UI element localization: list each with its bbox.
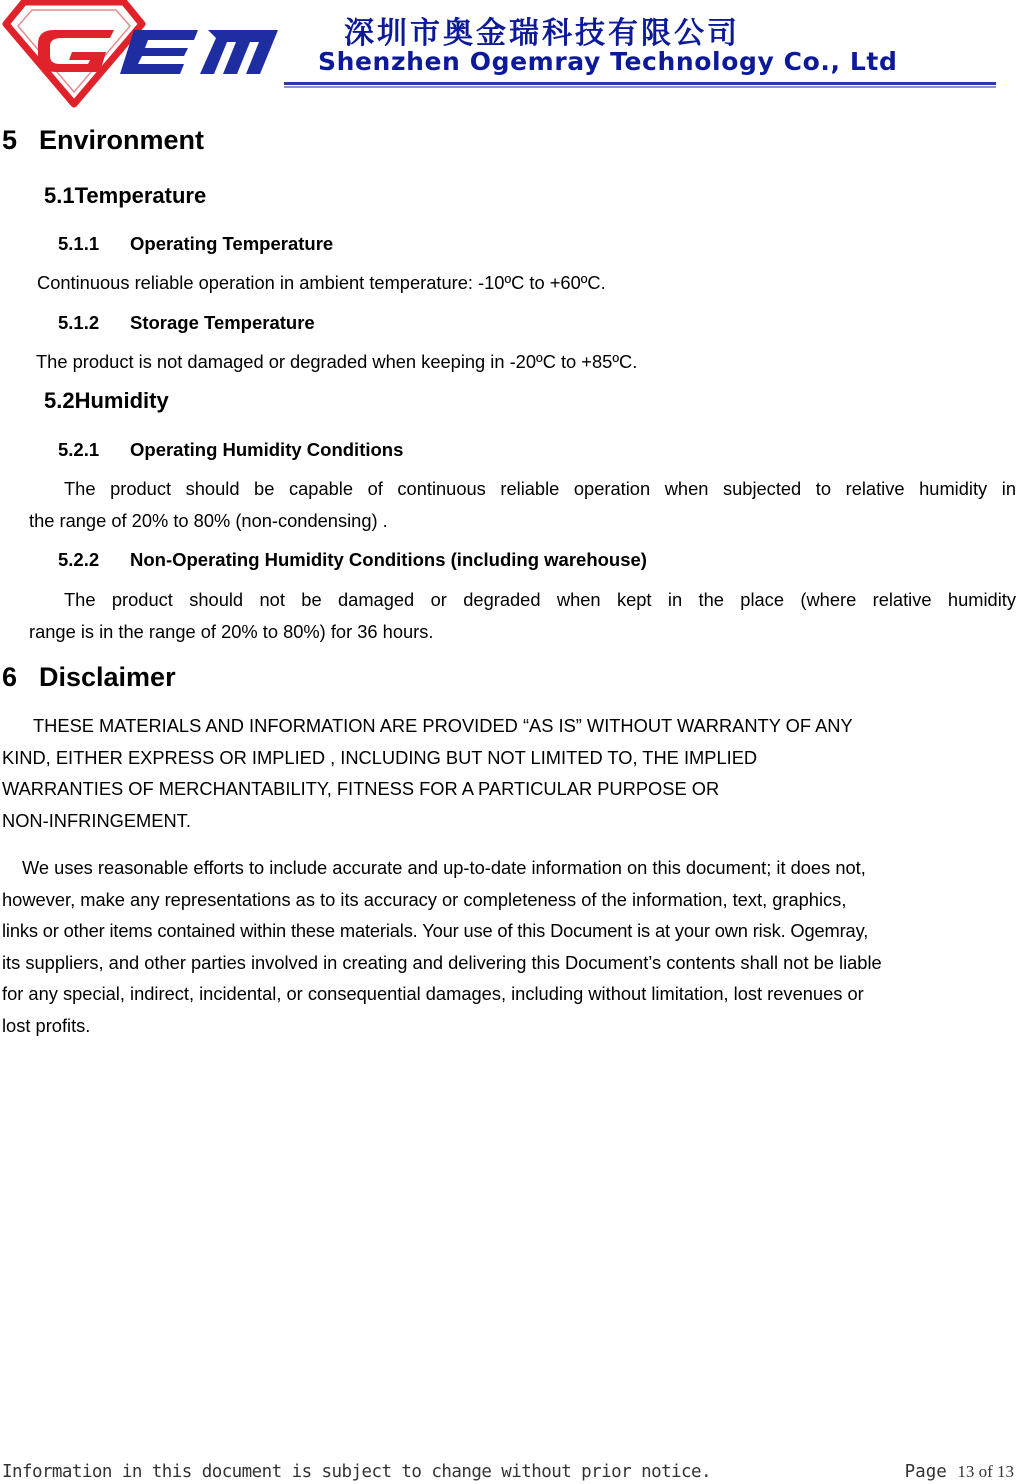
company-name-chinese: 深圳市奥金瑞科技有限公司 <box>344 16 740 51</box>
disclaimer-paragraph-warranty <box>2 710 853 836</box>
subsection-number: 5.2 <box>44 388 75 413</box>
operating-temperature-text: Continuous reliable operation in ambient temperature: -10ºC to +60ºC. <box>37 272 606 293</box>
subsection-heading-temperature <box>44 183 206 209</box>
text-line: links or other items contained within these materials. Your use of this Document is at your own risk. Ogemray, <box>2 920 869 941</box>
section-title: Disclaimer <box>39 662 176 692</box>
heading-number: 5.2.2 <box>58 549 100 570</box>
heading-storage-temperature <box>58 312 315 334</box>
section-heading-environment <box>2 125 204 156</box>
section-number: 6 <box>2 662 18 692</box>
text-line: The product should not be damaged or degraded when kept in the place (where relative humidity <box>64 589 1016 610</box>
footer-page-indicator <box>905 1462 1014 1482</box>
heading-number: 5.1.2 <box>58 312 100 333</box>
heading-title: Non-Operating Humidity Conditions (including warehouse) <box>130 549 647 570</box>
company-name-english: Shenzhen Ogemray Technology Co., Ltd <box>318 47 898 76</box>
heading-operating-humidity <box>58 439 403 461</box>
heading-title: Operating Humidity Conditions <box>130 439 404 460</box>
text-line: KIND, EITHER EXPRESS OR IMPLIED , INCLUDING BUT NOT LIMITED TO, THE IMPLIED <box>2 746 758 768</box>
section-number: 5 <box>2 125 18 155</box>
text-line: its suppliers, and other parties involved in creating and delivering this Document’s contents shall not be liable <box>2 951 882 973</box>
disclaimer-paragraph-liability <box>2 852 882 1041</box>
text-line: lost profits. <box>2 1014 91 1036</box>
heading-number: 5.1.1 <box>58 233 100 254</box>
subsection-title: Humidity <box>74 388 169 413</box>
heading-number: 5.2.1 <box>58 439 100 460</box>
text-line: THESE MATERIALS AND INFORMATION ARE PROVIDED “AS IS” WITHOUT WARRANTY OF ANY <box>33 715 853 736</box>
operating-humidity-text <box>29 473 1016 536</box>
header-rule <box>284 82 996 85</box>
text-line: We uses reasonable efforts to include accurate and up-to-date information on this document; it does not, <box>22 857 866 878</box>
heading-non-operating-humidity <box>58 549 647 571</box>
footer-notice: Information in this document is subject to change without prior notice. <box>2 1462 711 1482</box>
header-rule-shadow <box>284 86 996 88</box>
gem-logo-icon <box>2 0 280 108</box>
storage-temperature-text: The product is not damaged or degraded when keeping in -20ºC to +85ºC. <box>36 351 638 372</box>
subsection-heading-humidity <box>44 388 169 414</box>
heading-title: Storage Temperature <box>130 312 315 333</box>
page-number: 13 of 13 <box>957 1462 1014 1481</box>
text-line: The product should be capable of continuous reliable operation when subjected to relative humidity in <box>64 478 1016 499</box>
text-line: the range of 20% to 80% (non-condensing) . <box>29 509 388 531</box>
non-operating-humidity-text <box>29 584 1016 647</box>
text-line: for any special, indirect, incidental, or consequential damages, including without limitation, lost revenues or <box>2 983 864 1004</box>
heading-operating-temperature <box>58 233 333 255</box>
company-logo <box>2 0 280 108</box>
text-line: WARRANTIES OF MERCHANTABILITY, FITNESS FOR A PARTICULAR PURPOSE OR <box>2 778 720 799</box>
subsection-number: 5.1 <box>44 183 75 208</box>
text-line: however, make any representations as to its accuracy or completeness of the information, text, graphics, <box>2 888 847 910</box>
page-label: Page <box>904 1462 947 1482</box>
subsection-title: Temperature <box>74 183 207 208</box>
section-heading-disclaimer <box>2 662 176 693</box>
section-title: Environment <box>39 125 205 155</box>
heading-title: Operating Temperature <box>130 233 334 254</box>
text-line: range is in the range of 20% to 80%) for 36 hours. <box>29 620 434 642</box>
text-line: NON-INFRINGEMENT. <box>2 809 191 831</box>
